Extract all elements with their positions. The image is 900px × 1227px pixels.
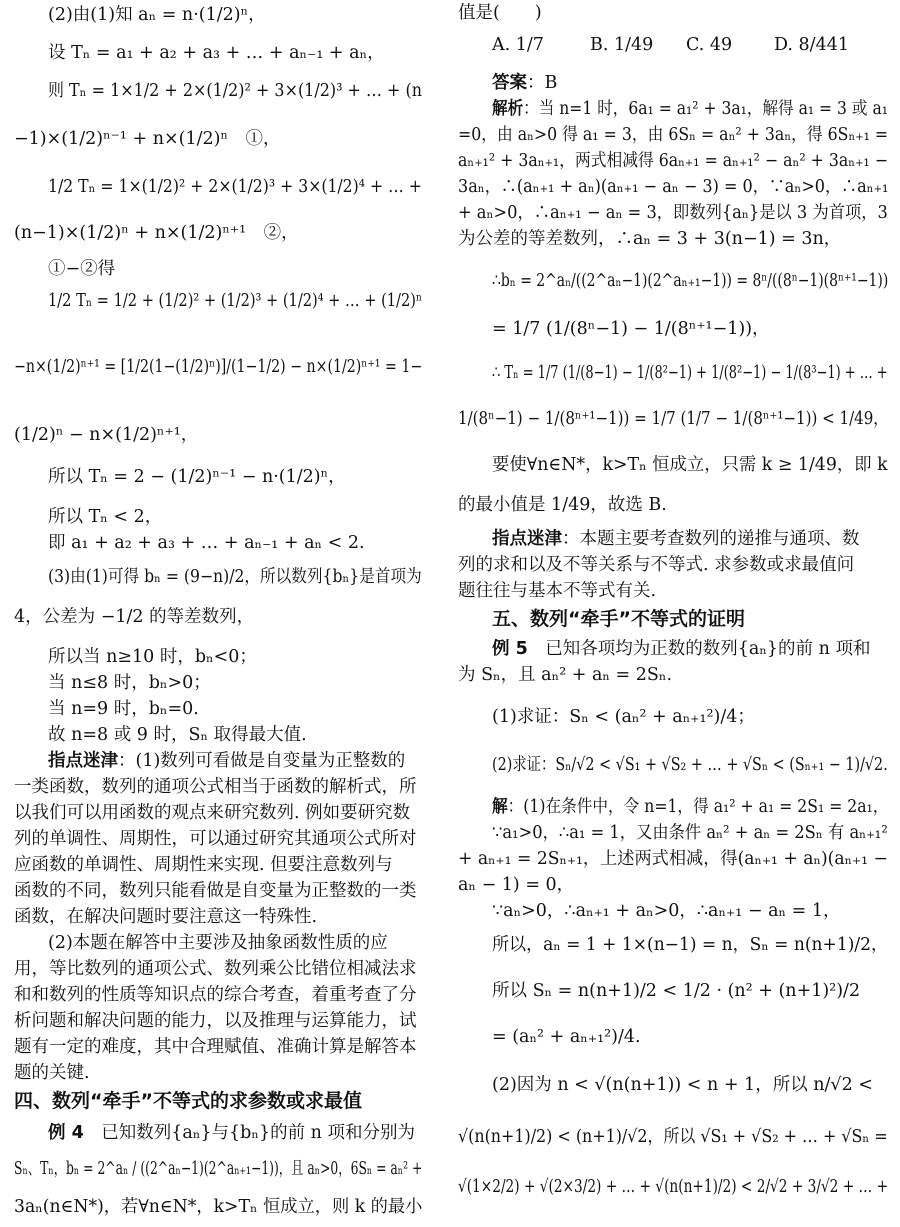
text-line: 设 Tₙ = a₁ + a₂ + a₃ + … + aₙ₋₁ + aₙ，	[48, 43, 385, 63]
text-line: 列的单调性、周期性，可以通过研究其通项公式所对	[14, 829, 417, 849]
text-line: 应函数的单调性、周期性来实现. 但要注意数列与	[14, 855, 393, 875]
text-line: (2)由(1)知 aₙ = n·(1/2)ⁿ，	[48, 5, 266, 25]
text-line: = 1/7 (1/(8ⁿ−1) − 1/(8ⁿ⁺¹−1))，	[492, 319, 770, 339]
text-run: ：B	[527, 73, 558, 93]
tip-label: 指点迷津	[48, 751, 118, 771]
text-run: ：(1)数列可看做是自变量为正整数的	[118, 751, 406, 771]
text-line: (2)求证：Sₙ/√2 < √S₁ + √S₂ + … + √Sₙ < (Sₙ₊₁ − 1)/√2.	[492, 755, 888, 775]
text-line: ①−②得	[48, 259, 116, 279]
tip-paragraph-2	[492, 528, 860, 550]
tip-paragraph-1	[48, 750, 405, 772]
text-line: 用，等比数列的通项公式、数列乘公比错位相减法求	[14, 959, 417, 979]
text-line: (2)本题在解答中主要涉及抽象函数性质的应	[48, 933, 388, 953]
text-line: 所以 Sₙ = n(n+1)/2 < 1/2 · (n² + (n+1)²)/2	[492, 981, 861, 1001]
text-line: 题往往与基本不等式有关.	[458, 581, 657, 601]
text-run: ：当 n=1 时，6a₁ = a₁² + 3a₁，解得 a₁ = 3 或 a₁	[523, 99, 888, 119]
solution-label: 解	[492, 797, 508, 817]
text-line: 1/(8ⁿ−1) − 1/(8ⁿ⁺¹−1)) = 1/7 (1/7 − 1/(8ⁿ⁺¹−1)) < 1/49，	[458, 409, 889, 429]
text-line: 所以，aₙ = 1 + 1×(n−1) = n，Sₙ = n(n+1)/2，	[492, 935, 889, 955]
text-line: (1)求证：Sₙ < (aₙ² + aₙ₊₁²)/4；	[492, 707, 755, 727]
example-label: 例 5	[492, 639, 528, 659]
text-line: 题有一定的难度，其中合理赋值、准确计算是解答本	[14, 1037, 417, 1057]
text-line: 当 n=9 时，bₙ=0.	[48, 699, 199, 719]
text-line: 函数的不同，数列只能看做是自变量为正整数的一类	[14, 881, 417, 901]
example-4-intro	[48, 1122, 415, 1144]
text-run: 已知数列{aₙ}与{bₙ}的前 n 项和分别为	[101, 1123, 415, 1143]
text-line: ∴bₙ = 2^aₙ/((2^aₙ−1)(2^aₙ₊₁−1)) = 8ⁿ/((8ⁿ−1)(8ⁿ⁺¹−1))	[492, 271, 889, 291]
text-line: 为公差的等差数列，∴aₙ = 3 + 3(n−1) = 3n，	[458, 229, 842, 249]
example-5-intro	[492, 638, 870, 660]
text-line: 故 n=8 或 9 时，Sₙ 取得最大值.	[48, 725, 307, 745]
text-line: 4，公差为 −1/2 的等差数列，	[14, 607, 255, 627]
tip-label: 指点迷津	[492, 529, 562, 549]
analysis-label: 解析	[492, 99, 524, 119]
text-line: aₙ₊₁² + 3aₙ₊₁，两式相减得 6aₙ₊₁ = aₙ₊₁² − aₙ² + 3aₙ₊₁ −	[458, 151, 888, 171]
text-line: −n×(1/2)ⁿ⁺¹ = [1/2(1−(1/2)ⁿ)]/(1−1/2) − n×(1/2)ⁿ⁺¹ = 1−	[14, 357, 423, 377]
text-line: 为 Sₙ，且 aₙ² + aₙ = 2Sₙ.	[458, 665, 673, 685]
solution-line	[492, 796, 888, 818]
option-d: D. 8/441	[774, 35, 849, 55]
text-line: 题的关键.	[14, 1063, 90, 1083]
text-line: 3aₙ(n∈N*)，若∀n∈N*，k>Tₙ 恒成立，则 k 的最小	[14, 1197, 423, 1217]
text-line: 所以 Tₙ < 2，	[48, 507, 163, 527]
option-b: B. 1/49	[590, 35, 654, 55]
text-line: 当 n≤8 时，bₙ>0；	[48, 673, 211, 693]
text-line: −1)×(1/2)ⁿ⁻¹ + n×(1/2)ⁿ ①，	[14, 129, 281, 149]
text-line: (3)由(1)可得 bₙ = (9−n)/2，所以数列{bₙ}是首项为	[48, 567, 422, 587]
text-run: 已知各项均为正数的数列{aₙ}的前 n 项和	[545, 639, 871, 659]
text-line: (n−1)×(1/2)ⁿ + n×(1/2)ⁿ⁺¹ ②，	[14, 223, 299, 243]
option-a: A. 1/7	[492, 35, 544, 55]
text-line: 所以当 n≥10 时，bₙ<0；	[48, 647, 257, 667]
text-line: aₙ − 1) = 0，	[458, 875, 575, 895]
text-line: + aₙ>0，∴aₙ₊₁ − aₙ = 3，即数列{aₙ}是以 3 为首项，3	[458, 203, 888, 223]
text-line: 3aₙ，∴(aₙ₊₁ + aₙ)(aₙ₊₁ − aₙ − 3) = 0，∵aₙ>0，∴aₙ₊₁	[458, 177, 889, 197]
text-line: Sₙ、Tₙ，bₙ = 2^aₙ / ((2^aₙ−1)(2^aₙ₊₁−1))，且 aₙ>0，6Sₙ = aₙ² +	[14, 1159, 423, 1179]
text-line: 列的求和以及不等关系与不等式. 求参数或求最值问	[458, 555, 855, 575]
text-line: (1/2)ⁿ − n×(1/2)ⁿ⁺¹，	[14, 425, 199, 445]
section-heading-4: 四、数列“牵手”不等式的求参数或求最值	[14, 1090, 362, 1112]
text-line: + aₙ₊₁ = 2Sₙ₊₁，上述两式相减，得(aₙ₊₁ + aₙ)(aₙ₊₁ −	[458, 849, 888, 869]
text-line: 1/2 Tₙ = 1/2 + (1/2)² + (1/2)³ + (1/2)⁴ + … + (1/2)ⁿ	[48, 291, 423, 311]
answer-label: 答案	[492, 73, 527, 93]
text-line: (2)因为 n < √(n(n+1)) < n + 1，所以 n/√2 <	[492, 1075, 873, 1095]
text-line: 值是( )	[458, 3, 542, 23]
text-line: 以我们可以用函数的观点来研究数列. 例如要研究数	[14, 803, 411, 823]
text-line: 要使∀n∈N*，k>Tₙ 恒成立，只需 k ≥ 1/49，即 k	[492, 455, 888, 475]
text-line: ∵a₁>0，∴a₁ = 1，又由条件 aₙ² + aₙ = 2Sₙ 有 aₙ₊₁²	[492, 823, 888, 843]
text-line: 析问题和解决问题的能力，以及推理与运算能力，试	[14, 1011, 417, 1031]
text-line: = (aₙ² + aₙ₊₁²)/4.	[492, 1027, 641, 1047]
text-line: ∵aₙ>0，∴aₙ₊₁ + aₙ>0，∴aₙ₊₁ − aₙ = 1，	[492, 901, 841, 921]
example-label: 例 4	[48, 1123, 84, 1143]
text-line: 一类函数，数列的通项公式相当于函数的解析式，所	[14, 777, 417, 797]
text-line: √(n(n+1)/2) < (n+1)/√2，所以 √S₁ + √S₂ + … + √Sₙ =	[458, 1127, 888, 1147]
text-line: 即 a₁ + a₂ + a₃ + … + aₙ₋₁ + aₙ < 2.	[48, 533, 365, 553]
section-heading-5: 五、数列“牵手”不等式的证明	[492, 608, 745, 630]
text-line: 则 Tₙ = 1×1/2 + 2×(1/2)² + 3×(1/2)³ + … + (n	[48, 81, 422, 101]
text-run: ：(1)在条件中，令 n=1，得 a₁² + a₁ = 2S₁ = 2a₁，	[507, 797, 889, 817]
text-line: =0，由 aₙ>0 得 a₁ = 3，由 6Sₙ = aₙ² + 3aₙ，得 6Sₙ₊₁ =	[458, 125, 889, 145]
text-line: √(1×2/2) + √(2×3/2) + … + √(n(n+1)/2) < 2/√2 + 3/√2 + … +	[458, 1177, 889, 1197]
option-c: C. 49	[686, 35, 733, 55]
text-line: 1/2 Tₙ = 1×(1/2)² + 2×(1/2)³ + 3×(1/2)⁴ + … +	[48, 177, 422, 197]
answer-line	[492, 72, 557, 94]
text-line: ∴ Tₙ = 1/7 (1/(8−1) − 1/(8²−1) + 1/(8²−1) − 1/(8³−1) + … +	[492, 363, 888, 383]
text-run: ：本题主要考查数列的递推与通项、数	[562, 529, 860, 549]
text-line: 函数，在解决问题时要注意这一特殊性.	[14, 907, 318, 927]
analysis-line	[492, 98, 888, 120]
text-line: 的最小值是 1/49，故选 B.	[458, 495, 667, 515]
text-line: 和和数列的性质等知识点的综合考查，着重考查了分	[14, 985, 417, 1005]
text-line: 所以 Tₙ = 2 − (1/2)ⁿ⁻¹ − n·(1/2)ⁿ，	[48, 467, 346, 487]
